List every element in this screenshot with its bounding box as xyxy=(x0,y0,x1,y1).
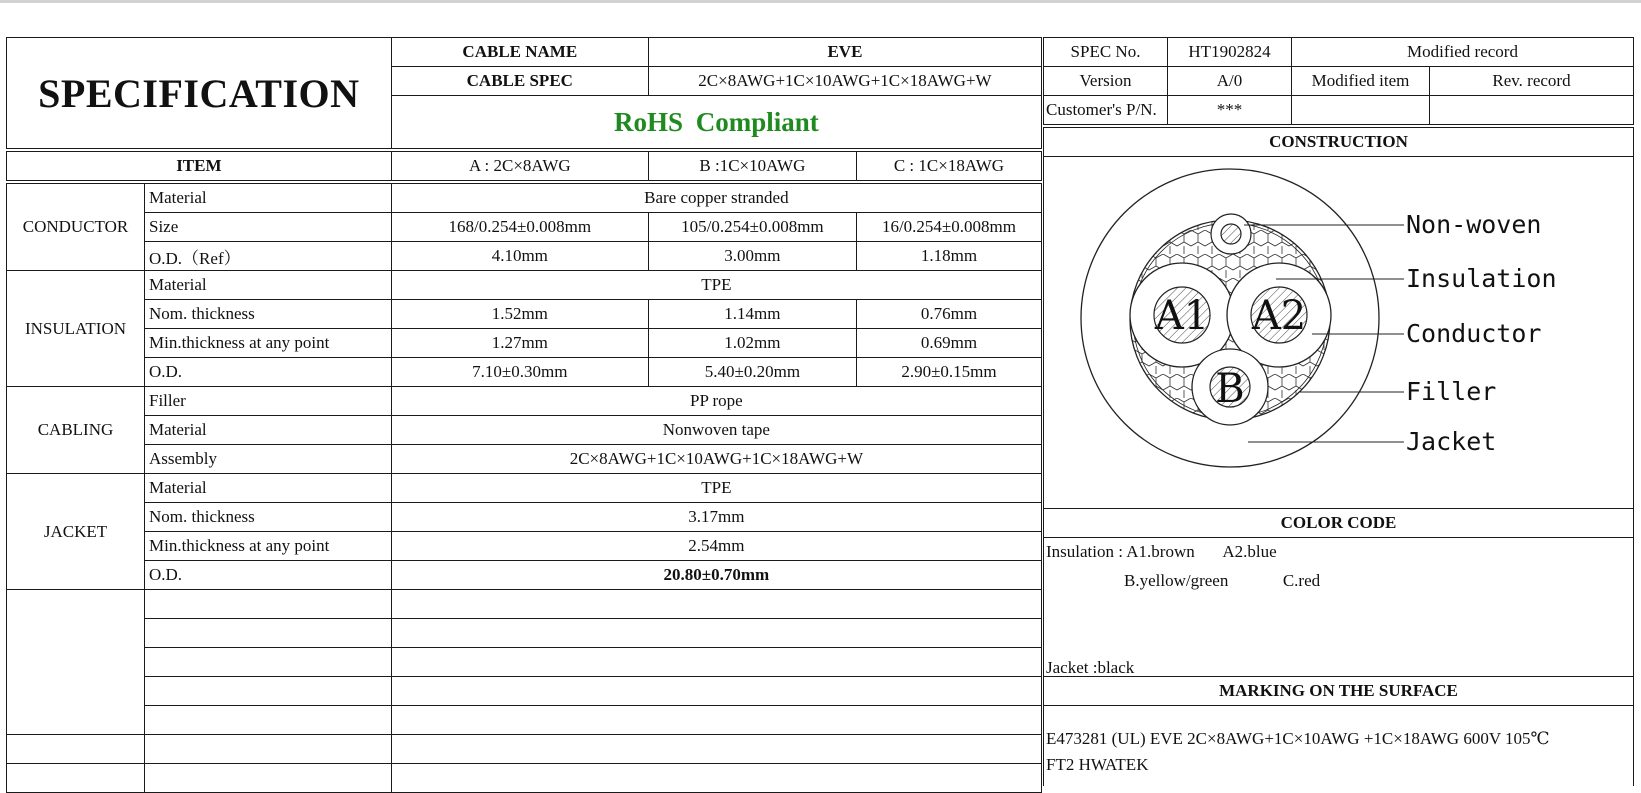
conductor-size-label: Size xyxy=(145,213,392,242)
customer-pn-label: Customer's P/N. xyxy=(1044,96,1168,127)
rohs-compliant: RoHS Compliant xyxy=(391,96,1041,151)
insulation-od-a: 7.10±0.30mm xyxy=(391,358,648,387)
label-filler: Filler xyxy=(1406,377,1497,406)
blank-cell xyxy=(391,590,1041,619)
blank-cell xyxy=(391,735,1041,764)
top-bar xyxy=(0,0,1641,3)
jacket-label: JACKET xyxy=(7,474,145,590)
blank-cell xyxy=(391,764,1041,793)
blank-cell xyxy=(391,706,1041,735)
core-a2-label: A2 xyxy=(1251,293,1307,339)
blank-cell xyxy=(1430,96,1634,127)
insulation-od-label: O.D. xyxy=(145,358,392,387)
conductor-material-label: Material xyxy=(145,182,392,213)
jacket-nom-value: 3.17mm xyxy=(391,503,1041,532)
blank-cell xyxy=(145,648,392,677)
cabling-label: CABLING xyxy=(7,387,145,474)
label-non-woven: Non-woven xyxy=(1406,210,1542,239)
color-code-cell xyxy=(1044,538,1634,677)
color-code-title: COLOR CODE xyxy=(1044,509,1634,538)
version-value: A/0 xyxy=(1168,67,1292,96)
customer-pn-value: *** xyxy=(1168,96,1292,127)
insulation-min-a: 1.27mm xyxy=(391,329,648,358)
blank-cell xyxy=(391,677,1041,706)
blank-cell xyxy=(145,590,392,619)
insulation-min-b: 1.02mm xyxy=(648,329,856,358)
insulation-nom-a: 1.52mm xyxy=(391,300,648,329)
blank-cell xyxy=(391,648,1041,677)
insulation-nom-b: 1.14mm xyxy=(648,300,856,329)
insulation-nom-label: Nom. thickness xyxy=(145,300,392,329)
insulation-min-label: Min.thickness at any point xyxy=(145,329,392,358)
cabling-material-value: Nonwoven tape xyxy=(391,416,1041,445)
construction-title: CONSTRUCTION xyxy=(1044,126,1634,157)
conductor-label: CONDUCTOR xyxy=(7,182,145,271)
color-a2: A2.blue xyxy=(1222,542,1277,561)
color-insulation-a1: Insulation : A1.brown xyxy=(1046,542,1195,561)
blank-cell xyxy=(145,677,392,706)
color-jacket: Jacket :black xyxy=(1046,658,1135,677)
jacket-od-value: 20.80±0.70mm xyxy=(391,561,1041,590)
insulation-label: INSULATION xyxy=(7,271,145,387)
cable-name-value: EVE xyxy=(648,38,1041,67)
conductor-od-a: 4.10mm xyxy=(391,242,648,271)
col-b-header: B :1C×10AWG xyxy=(648,150,856,182)
conductor-od-c: 1.18mm xyxy=(856,242,1041,271)
insulation-material-label: Material xyxy=(145,271,392,300)
conductor-size-b: 105/0.254±0.008mm xyxy=(648,213,856,242)
blank-cell xyxy=(391,619,1041,648)
cable-name-label: CABLE NAME xyxy=(391,38,648,67)
marking-title: MARKING ON THE SURFACE xyxy=(1044,677,1634,706)
construction-diagram-cell xyxy=(1044,157,1634,509)
marking-line-2: FT2 HWATEK xyxy=(1046,755,1149,774)
blank-cell xyxy=(7,735,145,764)
conductor-od-b: 3.00mm xyxy=(648,242,856,271)
label-insulation: Insulation xyxy=(1406,264,1557,293)
jacket-material-value: TPE xyxy=(391,474,1041,503)
marking-line-1: E473281 (UL) EVE 2C×8AWG+1C×10AWG +1C×18AWG 600V 105℃ xyxy=(1046,729,1550,748)
blank-cell xyxy=(1292,96,1430,127)
jacket-nom-label: Nom. thickness xyxy=(145,503,392,532)
blank-cell xyxy=(145,735,392,764)
label-conductor: Conductor xyxy=(1406,319,1542,348)
blank-group-cell xyxy=(7,590,145,735)
blank-cell xyxy=(145,706,392,735)
cabling-assembly-label: Assembly xyxy=(145,445,392,474)
jacket-od-label: O.D. xyxy=(145,561,392,590)
insulation-material-value: TPE xyxy=(391,271,1041,300)
cable-cross-section xyxy=(1044,158,1632,507)
insulation-min-c: 0.69mm xyxy=(856,329,1041,358)
jacket-material-label: Material xyxy=(145,474,392,503)
conductor-size-a: 168/0.254±0.008mm xyxy=(391,213,648,242)
modified-item-header: Modified item xyxy=(1292,67,1430,96)
spec-no-label: SPEC No. xyxy=(1044,38,1168,67)
core-c-conductor xyxy=(1221,224,1241,244)
cable-spec-label: CABLE SPEC xyxy=(391,67,648,96)
cabling-filler-value: PP rope xyxy=(391,387,1041,416)
jacket-min-value: 2.54mm xyxy=(391,532,1041,561)
insulation-od-c: 2.90±0.15mm xyxy=(856,358,1041,387)
insulation-nom-c: 0.76mm xyxy=(856,300,1041,329)
modified-record-header: Modified record xyxy=(1292,38,1634,67)
blank-cell xyxy=(145,619,392,648)
col-c-header: C : 1C×18AWG xyxy=(856,150,1041,182)
conductor-material-value: Bare copper stranded xyxy=(391,182,1041,213)
insulation-od-b: 5.40±0.20mm xyxy=(648,358,856,387)
rev-record-header: Rev. record xyxy=(1430,67,1634,96)
color-b: B.yellow/green xyxy=(1124,571,1229,590)
item-header: ITEM xyxy=(7,150,392,182)
label-jacket: Jacket xyxy=(1406,427,1497,456)
core-a1-label: A1 xyxy=(1154,293,1210,339)
col-a-header: A : 2C×8AWG xyxy=(391,150,648,182)
color-c: C.red xyxy=(1282,571,1321,590)
blank-cell xyxy=(7,764,145,793)
marking-cell xyxy=(1044,706,1634,787)
cable-spec-value: 2C×8AWG+1C×10AWG+1C×18AWG+W xyxy=(648,67,1041,96)
version-label: Version xyxy=(1044,67,1168,96)
cabling-filler-label: Filler xyxy=(145,387,392,416)
spec-title: SPECIFICATION xyxy=(7,38,392,151)
core-b-label: B xyxy=(1215,366,1245,412)
cabling-assembly-value: 2C×8AWG+1C×10AWG+1C×18AWG+W xyxy=(391,445,1041,474)
cabling-material-label: Material xyxy=(145,416,392,445)
jacket-min-label: Min.thickness at any point xyxy=(145,532,392,561)
spec-no-value: HT1902824 xyxy=(1168,38,1292,67)
record-table xyxy=(1043,37,1634,786)
blank-cell xyxy=(145,764,392,793)
specification-table xyxy=(6,37,1042,793)
conductor-size-c: 16/0.254±0.008mm xyxy=(856,213,1041,242)
conductor-od-label: O.D.（Ref） xyxy=(145,242,392,271)
